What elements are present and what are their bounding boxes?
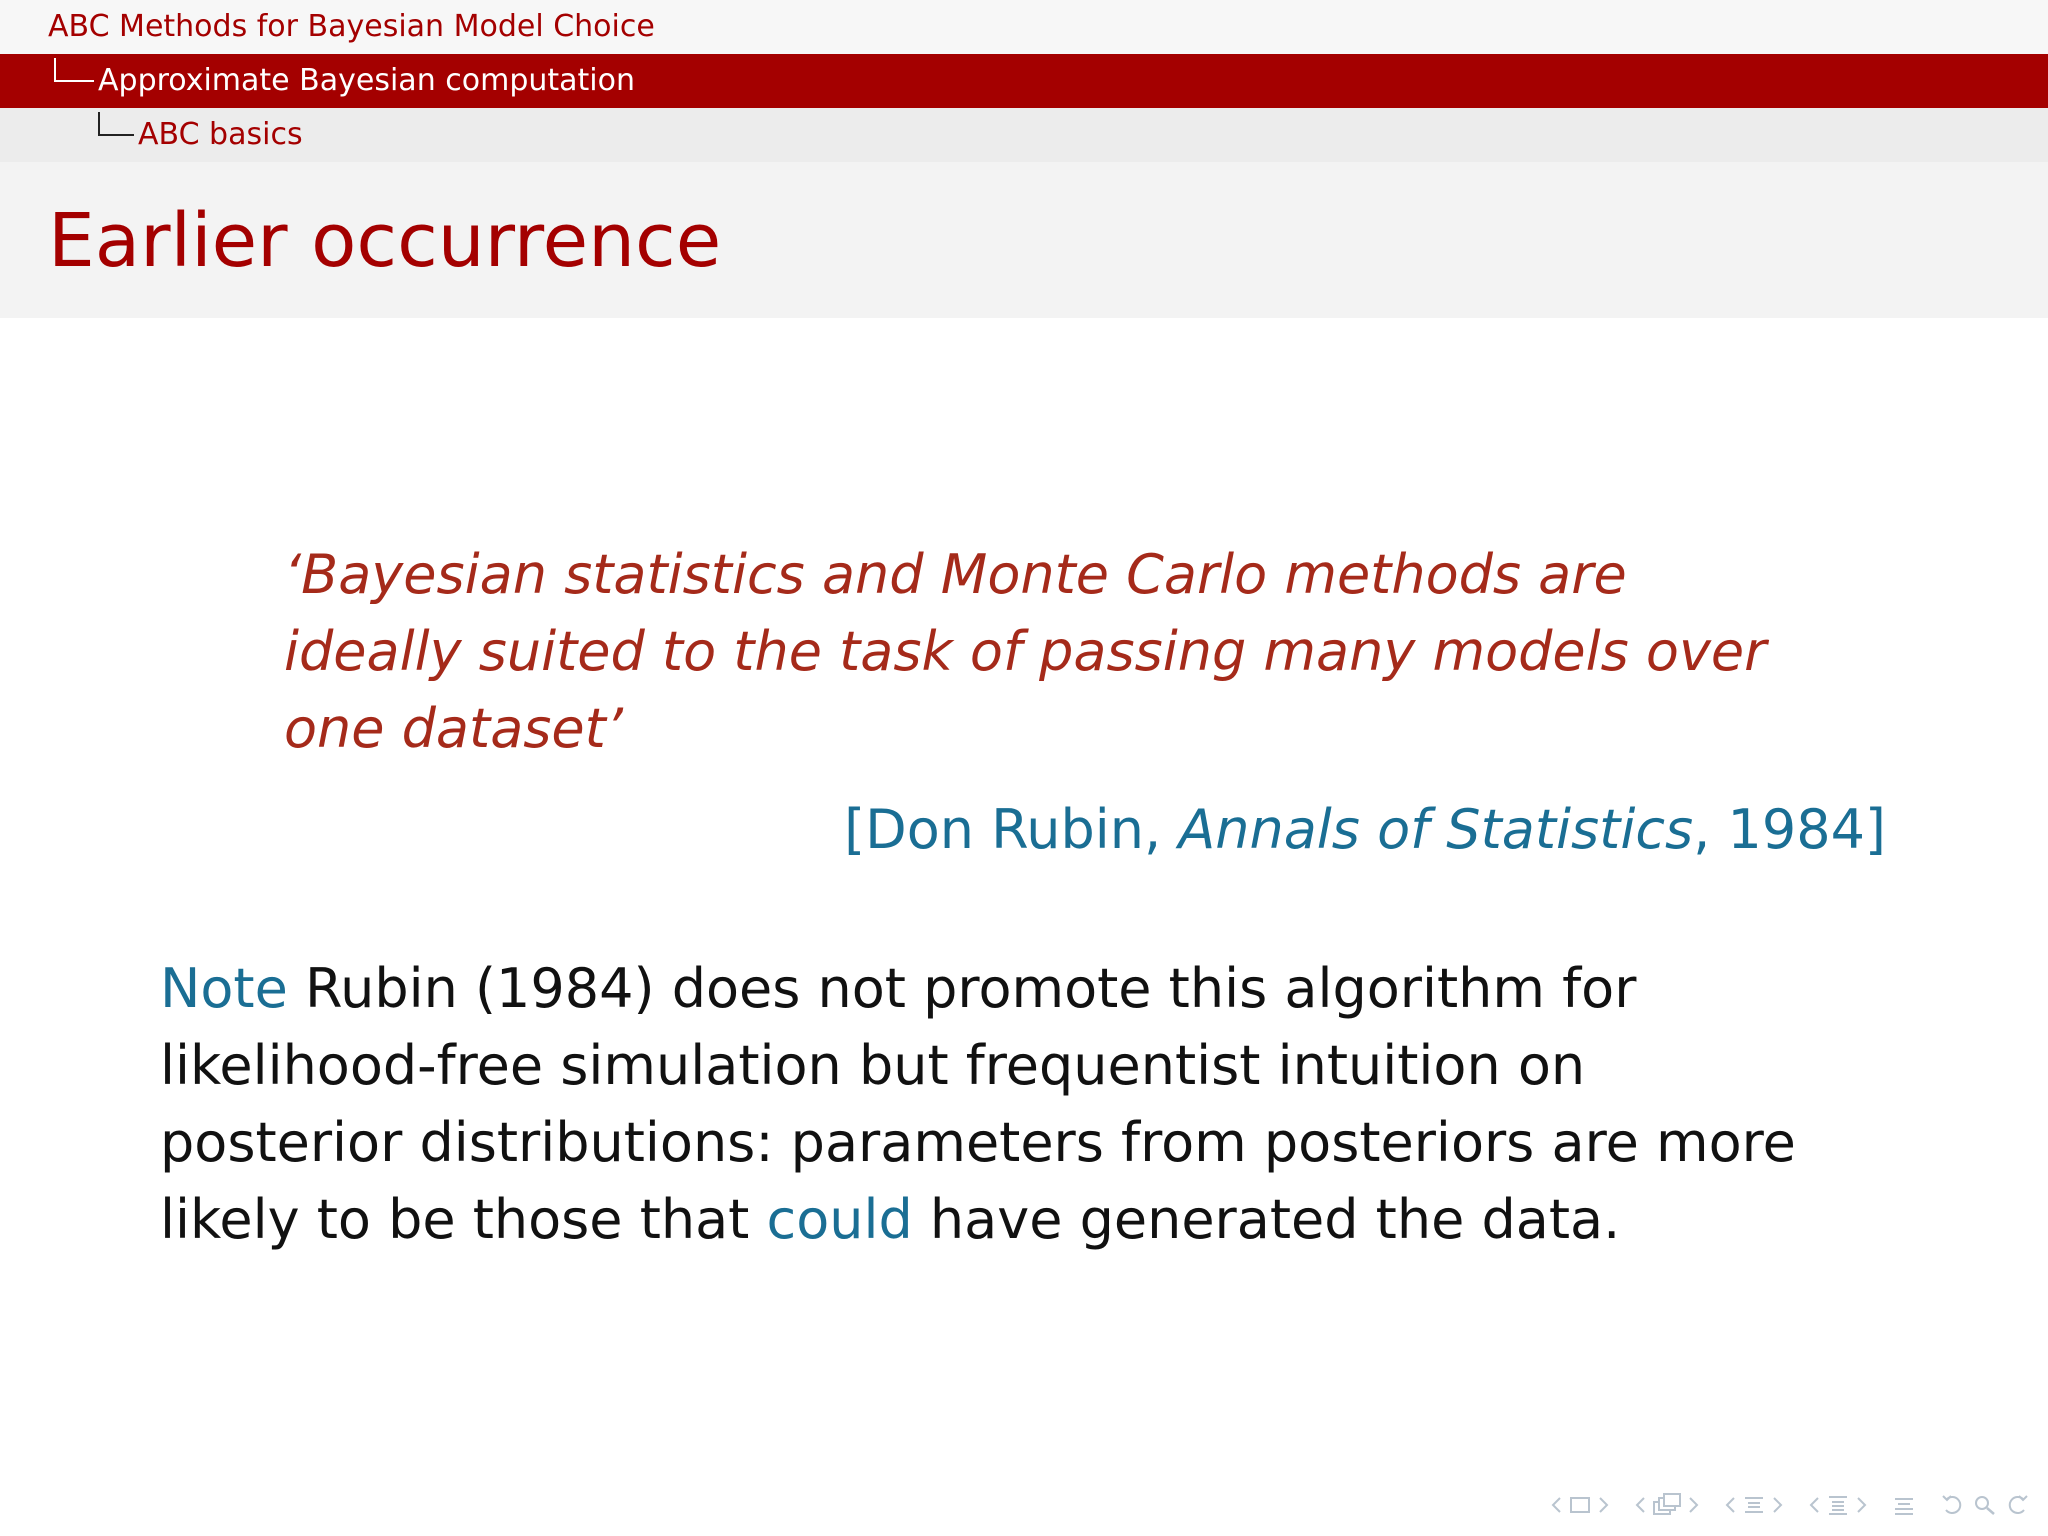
arrow-left-icon[interactable] [1550, 1495, 1562, 1515]
section-icon[interactable] [1742, 1493, 1766, 1517]
citation-year: , 1984] [1693, 798, 1886, 861]
arrow-left-icon[interactable] [1634, 1495, 1646, 1515]
beamer-navigation [1532, 1488, 2030, 1522]
note-lead: Note [160, 957, 288, 1020]
tree-branch-icon [98, 112, 134, 136]
arrow-right-icon[interactable] [1688, 1495, 1700, 1515]
arrow-left-icon[interactable] [1808, 1495, 1820, 1515]
back-icon[interactable] [1940, 1493, 1966, 1517]
nav-section-group [1724, 1493, 1784, 1517]
align-icon[interactable] [1892, 1493, 1916, 1517]
nav-align-group [1892, 1493, 1916, 1517]
note-text-1: Rubin (1984) does not promote this algorithm for likelihood-free simulation but frequentist intuition on posterior distributions: parameters from posteriors are more likely to be those that [160, 957, 1796, 1251]
breadcrumb-subsubsection[interactable] [0, 108, 2048, 162]
frame-icon[interactable] [1568, 1494, 1592, 1516]
quote-text: ‘Bayesian statistics and Monte Carlo methods are ideally suited to the task of passing many models over one dataset’ [284, 543, 1767, 760]
frame-title: Earlier occurrence [48, 198, 722, 284]
nav-search-group [1940, 1493, 2030, 1517]
arrow-right-icon[interactable] [1856, 1495, 1868, 1515]
arrow-right-icon[interactable] [1772, 1495, 1784, 1515]
tree-branch-icon [54, 58, 94, 82]
quote-citation [844, 798, 1886, 861]
citation-journal: Annals of Statistics [1178, 798, 1694, 861]
citation-author: [Don Rubin, [844, 798, 1179, 861]
nav-document-group [1808, 1493, 1868, 1517]
frame-title-band [0, 162, 2048, 318]
breadcrumb-section[interactable] [0, 0, 2048, 54]
section-label: ABC Methods for Bayesian Model Choice [48, 9, 655, 44]
subsubsection-label: ABC basics [138, 117, 303, 152]
nav-subsection-group [1634, 1492, 1700, 1518]
note-emphasis: could [766, 1188, 913, 1251]
nav-frame-group [1550, 1494, 1610, 1516]
forward-icon[interactable] [2004, 1493, 2030, 1517]
note-text-2: have generated the data. [912, 1188, 1621, 1251]
subsection-icon[interactable] [1652, 1492, 1682, 1518]
subsection-label: Approximate Bayesian computation [98, 63, 635, 98]
note-paragraph [160, 950, 1800, 1258]
breadcrumb-subsection[interactable] [0, 54, 2048, 108]
search-icon[interactable] [1972, 1493, 1998, 1517]
arrow-right-icon[interactable] [1598, 1495, 1610, 1515]
document-icon[interactable] [1826, 1493, 1850, 1517]
arrow-left-icon[interactable] [1724, 1495, 1736, 1515]
